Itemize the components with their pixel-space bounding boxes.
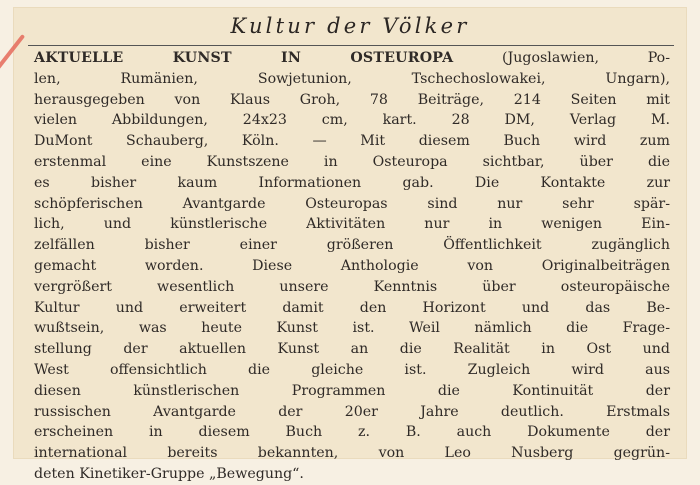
article-line: wußtsein, was heute Kunst ist. Weil nämlich die Frage- xyxy=(34,320,670,337)
article-line: zelfällen bisher einer größeren Öffentlichkeit zugänglich xyxy=(34,237,670,254)
article-line: herausgegeben von Klaus Groh, 78 Beiträge, 214 Seiten mit xyxy=(34,91,670,108)
article-body xyxy=(34,48,670,485)
newspaper-clipping xyxy=(14,8,686,482)
article-line: vielen Abbildungen, 24x23 cm, kart. 28 DM, Verlag M. xyxy=(34,112,670,129)
article-line: schöpferischen Avantgarde Osteuropas sind nur sehr spär- xyxy=(34,195,670,212)
heading-rule xyxy=(28,45,674,46)
article-line: West offensichtlich die gleiche ist. Zugleich wird aus xyxy=(34,361,670,378)
article-line: DuMont Schauberg, Köln. — Mit diesem Buch wird zum xyxy=(34,133,670,150)
article-line-1-rest: (Jugoslawien, Po- xyxy=(502,50,671,66)
article-line: stellung der aktuellen Kunst an die Realität in Ost und xyxy=(34,341,670,358)
article-line: erstenmal eine Kunstszene in Osteuropa sichtbar, über die xyxy=(34,153,670,170)
article-line: lich, und künstlerische Aktivitäten nur in wenigen Ein- xyxy=(34,216,670,233)
article-line: es bisher kaum Informationen gab. Die Kontakte zur xyxy=(34,174,670,191)
article-line: gemacht worden. Diese Anthologie von Originalbeiträgen xyxy=(34,257,670,274)
article-line: Kultur und erweitert damit den Horizont und das Be- xyxy=(34,299,670,316)
article-line: russischen Avantgarde der 20er Jahre deutlich. Erstmals xyxy=(34,403,670,420)
article-line: erscheinen in diesem Buch z. B. auch Dokumente der xyxy=(34,424,670,441)
red-pencil-mark xyxy=(0,34,25,87)
section-heading: Kultur der Völker xyxy=(230,14,470,38)
article-line: vergrößert wesentlich unsere Kenntnis über osteuropäische xyxy=(34,278,670,295)
article-line: international bereits bekannten, von Leo Nusberg gegrün- xyxy=(34,445,670,462)
article-title: AKTUELLE KUNST IN OSTEUROPA xyxy=(34,50,454,66)
article-line-last: deten Kinetiker-Gruppe „Bewegung“. xyxy=(34,465,304,482)
article-line: len, Rumänien, Sowjetunion, Tschechoslowakei, Ungarn), xyxy=(34,70,670,87)
article-line: diesen künstlerischen Programmen die Kontinuität der xyxy=(34,382,670,399)
article-line-1 xyxy=(34,48,670,69)
